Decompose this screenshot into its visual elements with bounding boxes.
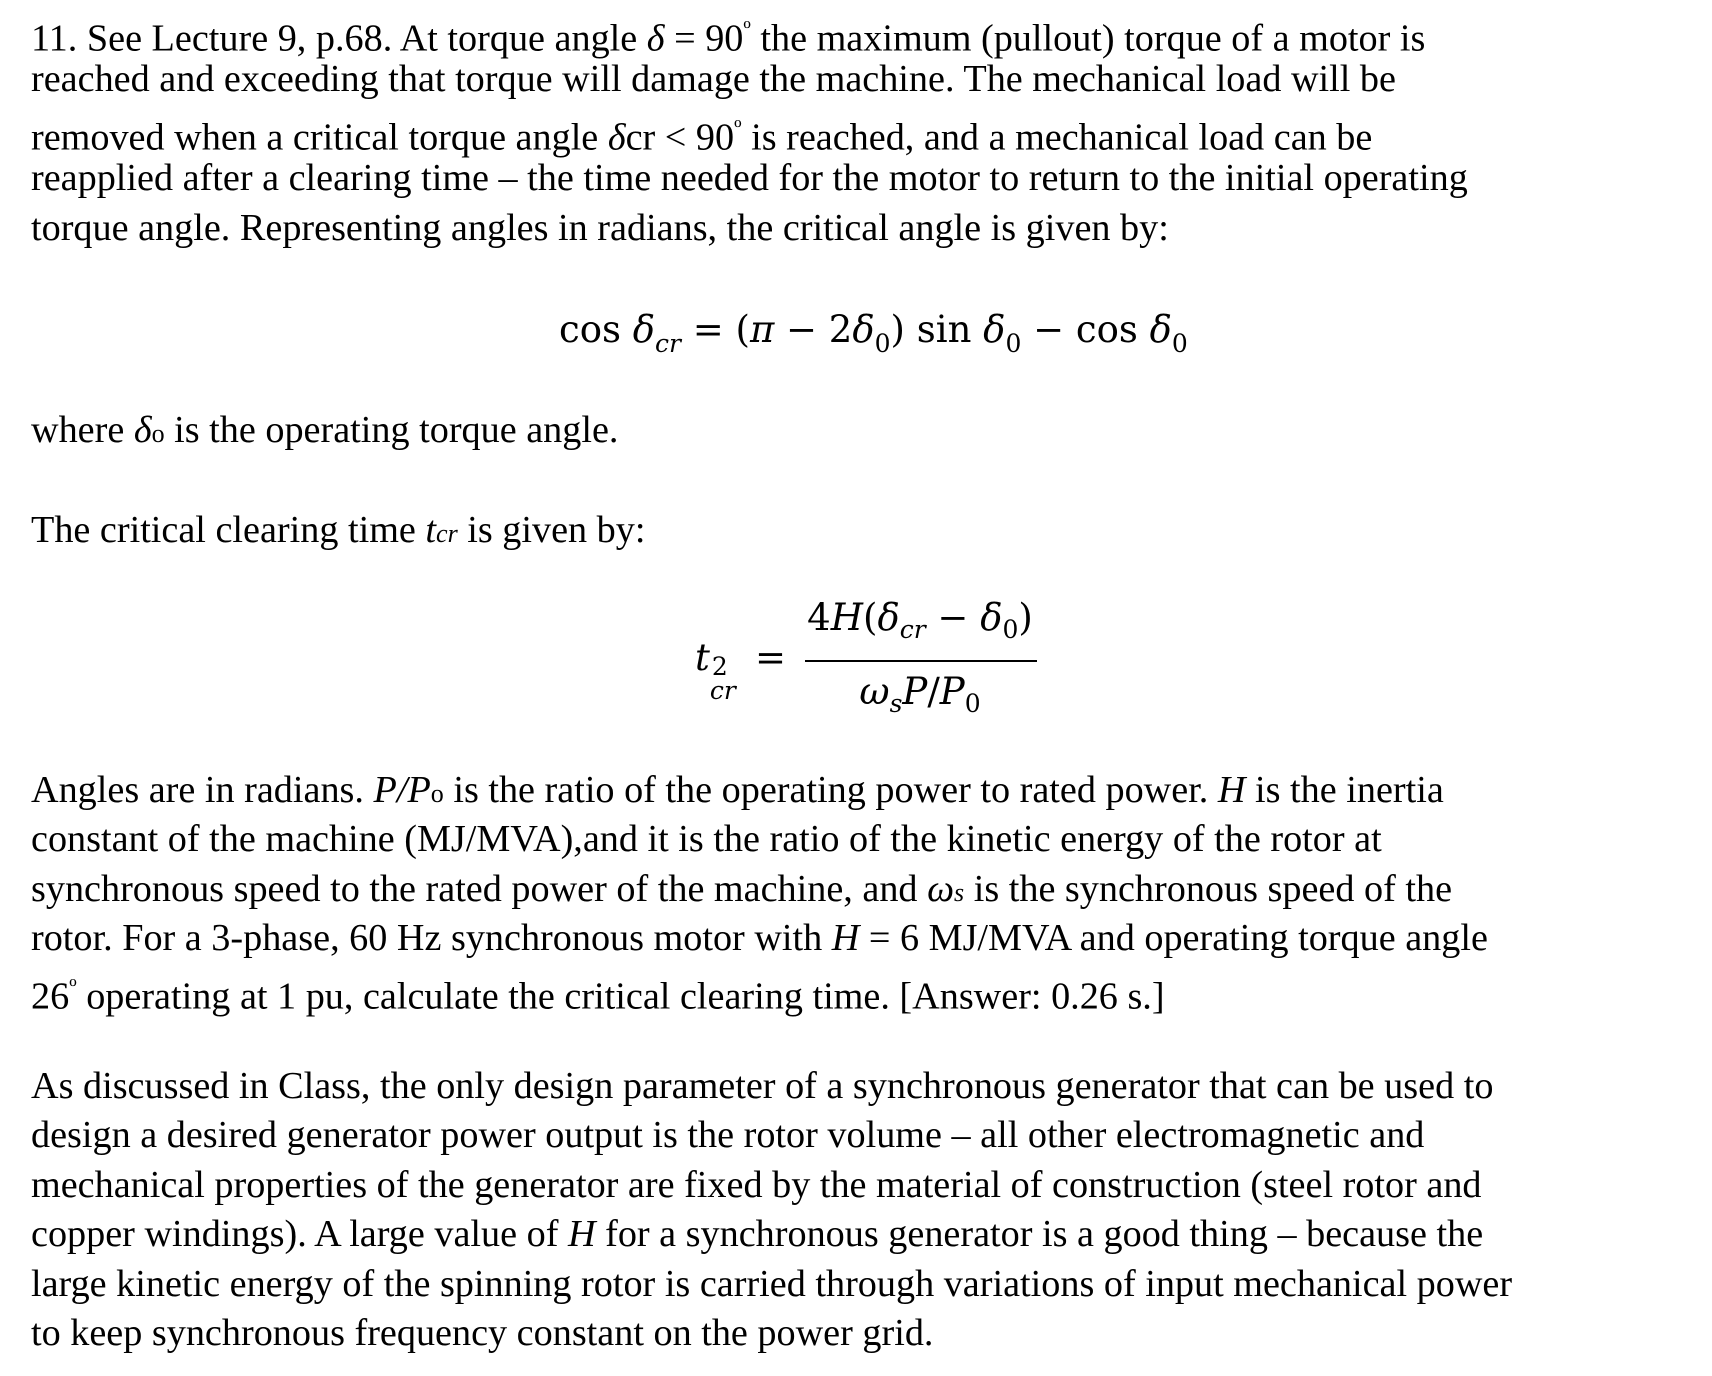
critical-angle-equation: $\cos \delta_{cr} = (\pi - 2\delta_0)$ $\sin \delta_0 - \cos \delta_0$ — [559, 308, 1188, 358]
eq2-denominator: $\omega_sP/P_0$ — [859, 670, 981, 718]
angles-line-4: rotor. For a 3-phase, 60 Hz synchronous motor with H = 6 MJ/MVA and operating torque angle — [31, 917, 1488, 960]
intro-line-4: reapplied after a clearing time – the time needed for the motor to return to the initial operating — [31, 157, 1468, 200]
angles-line-3: synchronous speed to the rated power of the machine, and ωs is the synchronous speed of the — [31, 867, 1453, 910]
discussion-line-6: to keep synchronous frequency constant on the power grid. — [31, 1311, 934, 1354]
angles-line-1: Angles are in radians. P/Po is the ratio of the operating power to rated power. H is the inertia — [31, 769, 1444, 811]
angles-line-2: constant of the machine (MJ/MVA),and it is the ratio of the kinetic energy of the rotor at — [31, 818, 1382, 861]
angles-line-5: $26^º$ operating at 1 pu, calculate the critical clearing time. [Answer: 0.26 s.] — [31, 974, 1165, 1018]
intro-line-5: torque angle. Representing angles in radians, the critical angle is given by: — [31, 206, 1169, 249]
discussion-line-2: design a desired generator power output is the rotor volume – all other electromagnetic and — [31, 1114, 1425, 1157]
intro-line-1: 11. See Lecture 9, p.68. At torque angle $\delta = 90^º$ the maximum (pullout) torque of a motor is — [31, 17, 1426, 60]
intro-line-2: reached and exceeding that torque will damage the machine. The mechanical load will be — [31, 58, 1396, 101]
eq2-numerator: $4H(\delta_{cr} - \delta_0)$ — [807, 596, 1033, 644]
angles-paragraph — [31, 766, 1488, 1018]
where-line: where δo is the operating torque angle. — [31, 409, 619, 451]
discussion-line-4: copper windings). A large value of H for a synchronous generator is a good thing – because the — [31, 1213, 1484, 1256]
discussion-paragraph — [31, 1062, 1512, 1358]
intro-paragraph — [31, 6, 1468, 253]
intro-line-3: removed when a critical torque angle $\delta cr < 90^º$ is reached, and a mechanical load can be — [31, 115, 1373, 159]
discussion-line-5: large kinetic energy of the spinning rotor is carried through variations of input mechanical power — [31, 1262, 1513, 1305]
clearing-time-line: The critical clearing time tcr is given by: — [31, 509, 646, 551]
discussion-line-1: As discussed in Class, the only design parameter of a synchronous generator that can be used to — [31, 1065, 1494, 1107]
problem-number: 11. — [31, 17, 78, 60]
eq2-fraction-bar — [805, 660, 1037, 662]
eq2-lhs: t 2 cr — [695, 636, 736, 705]
eq2-equals: = — [755, 636, 787, 679]
discussion-line-3: mechanical properties of the generator are fixed by the material of construction (steel rotor and — [31, 1163, 1482, 1206]
